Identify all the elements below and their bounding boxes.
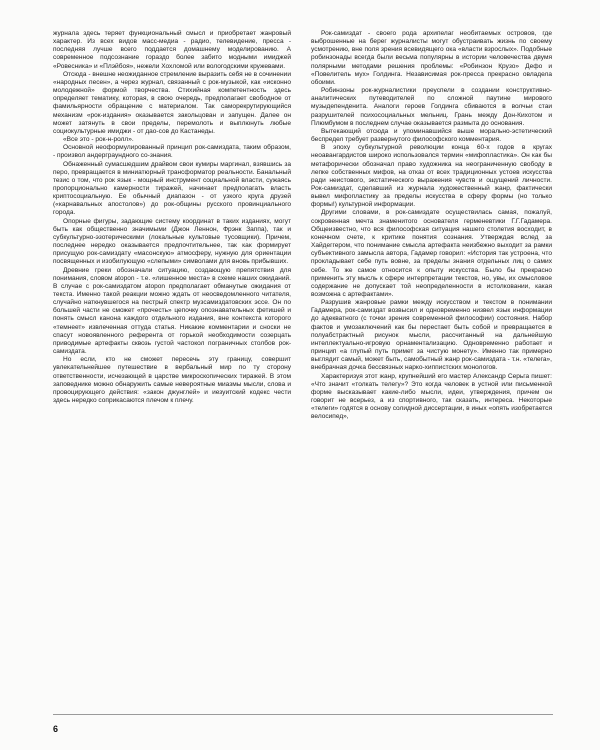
paragraph: Разрушив жанровые рамки между искусством и текстом в понимании Гадамера, рок-самиздат возвысил и одновременно низвел язык информации до адекватного (с точки зрения современной философии) состояния. Набор фактов и умозаключений как бы перестает быть собой и превращается в полуабстрактный рисунок мысли, рассчитанный на дальнейшую интеллектуально-игровую орнаментализацию. Одновременно работает и принцип «а глупый путь примет за чистую монету». Именно так примерно выглядит самый, может быть, самобытный жанр рок-самиздата - т.н. «телега», внебрачная дочка бессвязных нарко-хиппистских монологов.: [311, 299, 552, 372]
paragraph: Основной неоформулированный принцип рок-самиздата, таким образом, - произвол андерграундного со-знания.: [53, 144, 291, 160]
page-number: 6: [53, 724, 59, 734]
paragraph: Опорные фигуры, задающие систему координат в таких изданиях, могут быть как общественно значимыми (Джон Леннон, Фрэнк Заппа), так и субкультурно-эзотерическими (локальные культовые тусовщики). Причем, последнее нередко оказывается предпочтительнее, так как формирует присущую рок-самиздату «масонскую» атмосферу, нужную для ориентации посвященных и изобилующую «слепыми» символами для вновь прибывших.: [53, 217, 291, 266]
paragraph: Рок-самиздат - своего рода архипелаг необитаемых островов, где выброшенные на берег журналисты могут обустраивать жизнь по своему усмотрению, вне поля зрения всевидящего ока «власти взрослых». Подобные робинзонады всегда были весьма популярны в истории человечества двумя полярными методами решения проблемы: «Робинзон Крузо» Дефо и «Повелитель мух» Голдинга. Независимая рок-пресса прекрасно овладела обоими.: [311, 30, 552, 86]
paragraph: Отсюда - внешне неожиданное стремление выразить себя не в сочинении «народных песен», а через журнал, связанный с рок-музыкой, как «исконно молодежной» формой творчества. Стихийная компетентность здесь определяет тематику, которая, в свою очередь, предполагает свободное от фамильярности обращение с материалом. Так саморекрутирующийся механизм «рок-издания» оказывается закольцован и запущен. Далее он может затянуть в свои пределы, перемолоть и выплюнуть любые социокультурные имиджи - от дао-сов до Кастанеды.: [53, 70, 291, 135]
left-text-column: [53, 30, 291, 405]
paragraph: Обнаженный сумасшедшим драйвом свои кумиры маргинал, взявшись за перо, превращается в миниатюрный трансформатор реальности. Банальный тезис о том, что рок язык - мощный инструмент социальной власти, сужаясь пропорционально камерности тиражей, начинает предполагать власть криптосоциальную. Ее обычный диапазон - от узкого круга друзей («карнавальных апостолов») до рок-общины русского провинциального города.: [53, 160, 291, 217]
paragraph: «Все это - рок-н-ролл».: [63, 136, 134, 144]
right-text-column: [311, 30, 552, 422]
paragraph: В эпоху субкультурной революции конца 60-х годов в кругах неоавангардистов широко использовался термин «мифопластика». Он как бы метафорически обозначал право художника на неограниченную свободу в лепке собственных мифов, на отказ от всех традиционных устоев искусства ради неистового, экстатического выражения чувств и ощущений личности. Рок-самиздат, сделавший из журнала художественный жанр, фактически вывел мифопластику за пределы искусства в сферу формы (но только формы!) культурной информации.: [311, 144, 552, 209]
paragraph: Робинзоны рок-журналистики преуспели в создании конструктивно-аналитических путеводителей по сложной паутине мирового музыдепенденита. Аналоги героев Голдинга сбиваются в волчьи стаи разрушителей психосоциальных мельниц. Грань между Дон-Кихотом и Плюмбумом в последнем случае оказывается размыта до основания.: [311, 87, 552, 127]
paragraph: журнала здесь теряет функциональный смысл и приобретает жанровый характер. Из всех видов масс-медиа - радио, телевидение, пресса - последняя лучше всего поддается домашнему моделированию. А современное подсознание гораздо более забито модными имиджей «Ровесника» и «Плэйбоя», нежели Хохломой или вологодскими кружевами.: [53, 30, 291, 70]
footer-divider: [53, 714, 553, 715]
paragraph: Характеризуя этот жанр, крупнейший его мастер Александр Серьга пишет: «Что значит «толкать телегу»? Это когда человек в устной или письменной форме высказывает какие-либо мысли, идеи, утверждения, причем он говорит не всерьез, а из спортивного, так сказать, интереса. Некоторые «телеги» годятся в основу солидной диссертации, в иных «опять изобретается велосипед»,: [311, 372, 552, 421]
paragraph: Но если, кто не сможет пересечь эту границу, совершит увлекательнейшее путешествие в вербальный мир по ту сторону ответственности, исчезающей в царстве микроскопических тиражей. В этом заповеднике можно обнаружить самые невероятные миазмы мысли, слова и провоцирующего действия: «закон джунглей» и иезуитский кодекс чести здесь нередко соприкасаются плечом к плечу.: [53, 356, 291, 405]
paragraph: Другими словами, в рок-самиздате осуществилась самая, пожалуй, сокровенная мечта знаменитого основателя герменевтики Г.Г.Гадамера. Общеизвестно, что вся философская ситуация нашего столетия восходит, в конечном счете, к критике понятия сознания. Утверждая вслед за Хайдеггером, что понимание смысла артефакта неизбежно выходит за рамки субъективного замысла автора, Гадамер говорил: «История так устроена, что прокладывает себе путь вовне, за пределы знания отдельных лиц о самих себе. То же самое относится к опыту искусства. Было бы прекрасно применить эту мысль к сфере интерпретации текстов, но, увы, их смысловое содержание не допускает той неопределенности в истолковании, какая возможна с артефактами».: [311, 209, 552, 298]
paragraph: Древние греки обозначали ситуацию, создающую препятствия для понимания, словом atopon - т.е. «лишенное места» в схеме наших ожиданий. В случае с рок-самиздатом atopon предполагает обманутые ожидания от текста. Именно такой реакции можно ждать от неосведомленного читателя, случайно наткнувшегося на пестрый спектр музсамиздатовских эссе. Он по большей части не сможет «прочесть» цепочку опознавательных фетишей и понять смысл канона каждого отдельного издания, вне контекста которого «темнеет» извлеченная оттуда статья. Никакие комментарии и сноски не спасут новоявленного референта от горькой необходимости созерцать приводимые артефакты сквозь густой частокол пограничных столбов рок-самиздата.: [53, 266, 291, 356]
paragraph: Вытекающий отсюда и упоминавшийся выше морально-эстетический беспредел требует развернутого философского комментария.: [311, 127, 552, 144]
